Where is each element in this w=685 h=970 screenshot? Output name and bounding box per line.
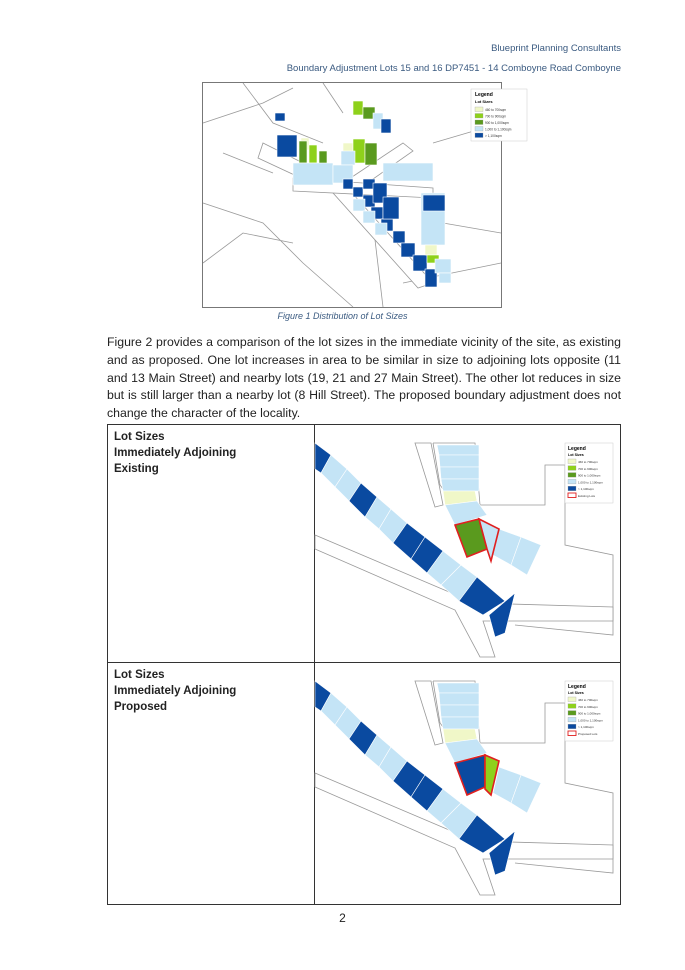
legend-item: 700 to 900sqm: [578, 466, 598, 471]
row-label-line: Proposed: [114, 701, 168, 713]
row-label-cell: [108, 425, 315, 663]
table-row: [108, 663, 621, 905]
lot-polygon: [353, 199, 365, 211]
legend-swatch: [568, 493, 576, 498]
legend-item: > 1,100sqm: [578, 725, 594, 730]
existing-map-cell: [315, 425, 621, 663]
row-label-line: Lot Sizes: [114, 669, 165, 681]
lot-polygon: [439, 273, 451, 283]
lot-polygon: [440, 467, 479, 479]
legend: [565, 443, 613, 503]
legend-item: 900 to 1,000sqm: [578, 473, 601, 478]
lot-polygon: [277, 135, 297, 157]
legend-swatch: [568, 711, 576, 716]
lot-polygon: [293, 163, 333, 185]
legend-item: 900 to 1,000sqm: [485, 121, 509, 125]
legend: [471, 89, 527, 141]
legend-swatch: [475, 107, 483, 112]
page-number: 2: [339, 911, 346, 925]
lot-polygon: [343, 179, 353, 189]
figure-1-map: [202, 82, 512, 308]
lot-polygon: [383, 197, 399, 219]
legend-swatch: [568, 459, 576, 464]
lot-polygon: [365, 143, 377, 165]
legend-item: 700 to 900sqm: [578, 704, 598, 709]
legend-swatch: [475, 120, 483, 125]
legend-swatch: [568, 466, 576, 471]
legend-swatch: [568, 731, 576, 736]
legend-swatch: [475, 127, 483, 132]
lot-polygon: [439, 693, 479, 705]
legend-item: 1,000 to 1,100sqm: [578, 718, 603, 723]
lot-polygon: [413, 255, 427, 271]
row-label-line: Immediately Adjoining: [114, 685, 237, 697]
lot-polygon: [341, 151, 355, 165]
legend-title: Legend: [568, 684, 586, 690]
lot-polygon: [440, 705, 479, 717]
table-row: [108, 425, 621, 663]
legend-swatch: [475, 133, 483, 138]
legend-subtitle: Lot Sizes: [568, 453, 584, 457]
legend-item: 700 to 900sqm: [485, 114, 507, 119]
header-company: Blueprint Planning Consultants: [491, 43, 621, 54]
row-label-cell: [108, 663, 315, 905]
legend-swatch: [568, 717, 576, 722]
lot-polygon: [381, 119, 391, 133]
legend-swatch: [568, 704, 576, 709]
legend-item: 900 to 1,000sqm: [578, 711, 601, 716]
lot-polygon: [383, 163, 433, 181]
lot-polygon: [309, 145, 317, 163]
lot-polygon: [437, 683, 479, 693]
header-project: Boundary Adjustment Lots 15 and 16 DP7451 - 14 Comboyne Road Comboyne: [286, 63, 621, 74]
legend-item: > 1,100sqm: [578, 487, 594, 492]
subject-lot: [455, 755, 485, 795]
legend-swatch: [568, 486, 576, 491]
comparison-table: [107, 424, 621, 905]
proposed-lots-map: [315, 663, 613, 899]
legend-title: Legend: [568, 446, 586, 452]
lot-polygon: [393, 231, 405, 243]
proposed-map-cell: [315, 663, 621, 905]
lot-polygon: [353, 101, 363, 115]
lot-polygon: [299, 141, 307, 163]
legend-swatch: [568, 479, 576, 484]
lot-polygon: [353, 187, 363, 197]
legend-swatch: [475, 114, 483, 119]
legend-item: Proposed Lots: [578, 732, 598, 736]
lot-polygon: [437, 445, 479, 455]
legend: [565, 681, 613, 741]
legend-subtitle: Lot Sizes: [475, 99, 493, 104]
lot-polygon: [375, 223, 387, 235]
legend-item: 460 to 700sqm: [578, 698, 598, 702]
legend-swatch: [568, 724, 576, 729]
row-label-line: Immediately Adjoining: [114, 447, 237, 459]
lot-polygon: [275, 113, 285, 121]
legend-item: > 1,100sqm: [485, 134, 502, 138]
legend-subtitle: Lot Sizes: [568, 691, 584, 695]
legend-item: 460 to 700sqm: [578, 460, 598, 464]
lot-polygon: [441, 717, 479, 729]
lot-polygon: [439, 455, 479, 467]
legend-item: Existing Lots: [578, 494, 596, 498]
legend-swatch: [568, 697, 576, 702]
lot-polygons: [275, 101, 451, 287]
lot-polygon: [423, 195, 445, 211]
legend-item: 460 to 700sqm: [485, 108, 507, 112]
lot-polygon: [425, 245, 437, 255]
legend-item: 1,000 to 1,100sqm: [485, 127, 512, 132]
row-label-line: Existing: [114, 463, 159, 475]
lot-size-distribution-map: [203, 83, 512, 307]
row-label-line: Lot Sizes: [114, 431, 165, 443]
existing-lots-map: [315, 425, 613, 657]
legend-item: 1,000 to 1,100sqm: [578, 480, 603, 485]
lot-polygon: [441, 479, 479, 491]
figure-1-caption: Figure 1 Distribution of Lot Sizes: [277, 311, 408, 321]
legend-title: Legend: [475, 92, 493, 98]
lot-polygon: [363, 211, 375, 223]
legend-swatch: [568, 473, 576, 478]
lot-polygon: [435, 259, 451, 273]
body-paragraph: Figure 2 provides a comparison of the lot sizes in the immediate vicinity of the site, as existing and as proposed. One lot increases in area to be similar in size to adjoining lots opposite (11 and 13 Main Street) and nearby lots (19, 21 and 27 Main Street). The other lot reduces in size but is still larger than a nearby lot (8 Hill Street). The proposed boundary adjustment does not change the character of the locality.: [107, 335, 621, 421]
